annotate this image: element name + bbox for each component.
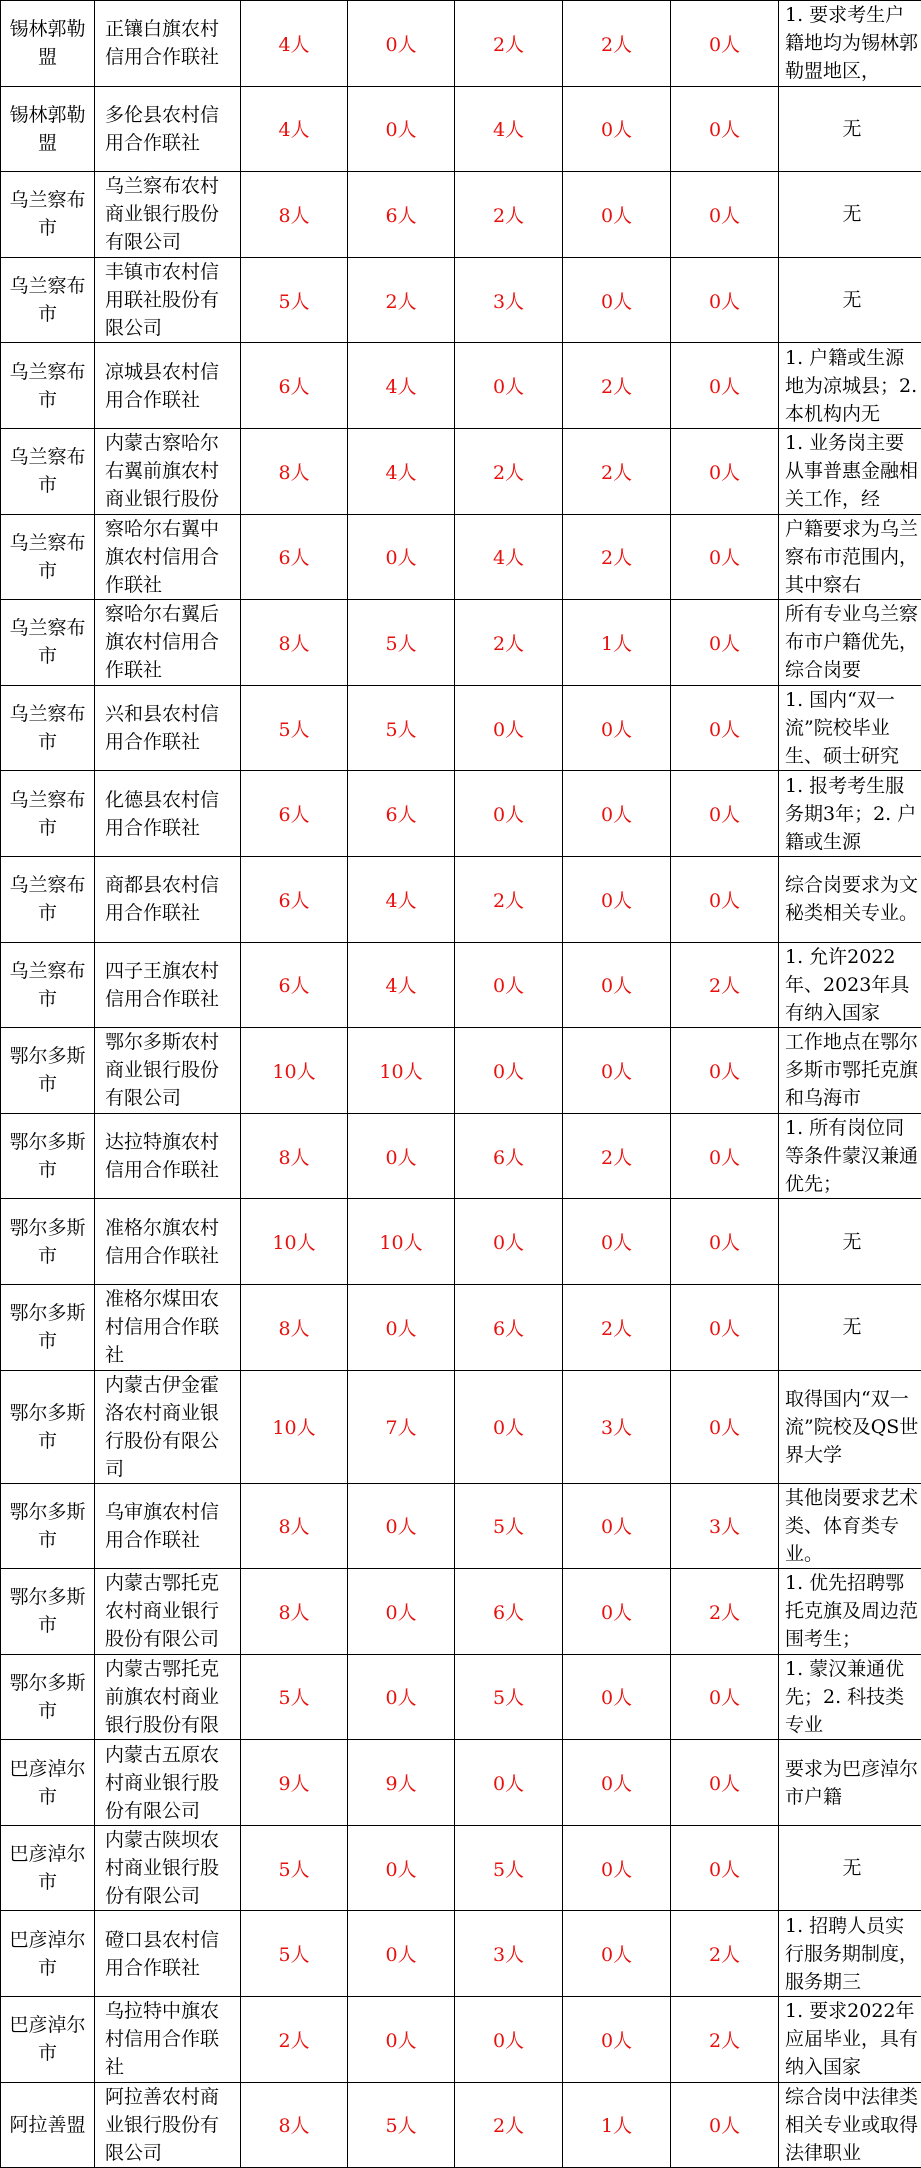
remark-text: 1. 要求2022年应届毕业，具有纳入国家 <box>785 1997 919 2081</box>
count-col-4-cell: 0人 <box>563 1028 671 1114</box>
institution-cell: 察哈尔右翼中旗农村信用合作联社 <box>95 514 241 600</box>
institution-cell: 内蒙古察哈尔右翼前旗农村商业银行股份 <box>95 428 241 514</box>
total-count-cell: 8人 <box>241 1569 348 1655</box>
count-col-3-cell: 0人 <box>455 685 563 771</box>
table-row <box>1 1370 921 1483</box>
count-col-4-cell: 0人 <box>563 1483 671 1569</box>
count-col-2-cell: 4人 <box>348 942 455 1028</box>
count-col-3-cell: 0人 <box>455 1199 563 1285</box>
count-col-2-cell: 0人 <box>348 1113 455 1199</box>
total-count-cell: 6人 <box>241 942 348 1028</box>
count-col-4-cell: 0人 <box>563 942 671 1028</box>
region-cell: 乌兰察布市 <box>1 514 95 600</box>
institution-cell: 内蒙古鄂托克前旗农村商业银行股份有限 <box>95 1654 241 1740</box>
count-col-2-cell: 5人 <box>348 685 455 771</box>
table-row <box>1 1113 921 1199</box>
count-col-2-cell: 7人 <box>348 1370 455 1483</box>
count-col-4-cell: 2人 <box>563 428 671 514</box>
institution-cell: 兴和县农村信用合作联社 <box>95 685 241 771</box>
table-row <box>1 1740 921 1826</box>
remark-text: 取得国内“双一流”院校及QS世界大学 <box>785 1385 919 1469</box>
count-col-2-cell: 10人 <box>348 1199 455 1285</box>
count-col-2-cell: 0人 <box>348 1825 455 1911</box>
count-col-3-cell: 0人 <box>455 942 563 1028</box>
total-count-cell: 8人 <box>241 1284 348 1370</box>
total-count-cell: 8人 <box>241 1113 348 1199</box>
remark-cell <box>779 1911 921 1997</box>
remark-cell <box>779 1 921 87</box>
count-col-4-cell: 0人 <box>563 257 671 343</box>
count-col-3-cell: 5人 <box>455 1483 563 1569</box>
count-col-3-cell: 2人 <box>455 428 563 514</box>
table-row <box>1 1911 921 1997</box>
count-col-2-cell: 0人 <box>348 1911 455 1997</box>
count-col-2-cell: 5人 <box>348 2082 455 2168</box>
count-col-2-cell: 0人 <box>348 1654 455 1740</box>
table-row <box>1 771 921 857</box>
remark-cell <box>779 2082 921 2168</box>
table-row <box>1 1654 921 1740</box>
institution-cell: 商都县农村信用合作联社 <box>95 856 241 942</box>
count-col-5-cell: 0人 <box>671 1740 779 1826</box>
remark-cell <box>779 685 921 771</box>
count-col-3-cell: 2人 <box>455 172 563 258</box>
table-row <box>1 343 921 429</box>
remark-text: 1. 蒙汉兼通优先；2. 科技类专业 <box>785 1655 919 1739</box>
remark-cell <box>779 172 921 258</box>
table-row <box>1 172 921 258</box>
institution-cell: 磴口县农村信用合作联社 <box>95 1911 241 1997</box>
remark-text: 1. 所有岗位同等条件蒙汉兼通优先； <box>785 1114 919 1198</box>
count-col-2-cell: 4人 <box>348 428 455 514</box>
remark-cell <box>779 1569 921 1655</box>
table-row <box>1 1569 921 1655</box>
table-row <box>1 1 921 87</box>
table-row <box>1 1199 921 1285</box>
count-col-2-cell: 10人 <box>348 1028 455 1114</box>
institution-cell: 乌拉特中旗农村信用合作联社 <box>95 1997 241 2083</box>
total-count-cell: 6人 <box>241 771 348 857</box>
region-cell: 巴彦淖尔市 <box>1 1740 95 1826</box>
remark-cell <box>779 942 921 1028</box>
table-row <box>1 2082 921 2168</box>
region-cell: 乌兰察布市 <box>1 685 95 771</box>
institution-cell: 内蒙古五原农村商业银行股份有限公司 <box>95 1740 241 1826</box>
remark-text: 无 <box>785 115 919 143</box>
region-cell: 鄂尔多斯市 <box>1 1370 95 1483</box>
remark-text: 户籍要求为乌兰察布市范围内，其中察右 <box>785 515 919 599</box>
remark-cell <box>779 1825 921 1911</box>
count-col-2-cell: 0人 <box>348 86 455 172</box>
count-col-3-cell: 2人 <box>455 2082 563 2168</box>
total-count-cell: 9人 <box>241 1740 348 1826</box>
count-col-2-cell: 4人 <box>348 856 455 942</box>
count-col-5-cell: 0人 <box>671 1028 779 1114</box>
table-row <box>1 600 921 686</box>
count-col-4-cell: 0人 <box>563 1199 671 1285</box>
remark-text: 1. 户籍或生源地为凉城县；2. 本机构内无 <box>785 344 919 428</box>
institution-cell: 达拉特旗农村信用合作联社 <box>95 1113 241 1199</box>
count-col-5-cell: 0人 <box>671 514 779 600</box>
count-col-4-cell: 2人 <box>563 514 671 600</box>
count-col-4-cell: 2人 <box>563 1113 671 1199</box>
remark-text: 综合岗中法律类相关专业或取得法律职业 <box>785 2083 919 2167</box>
count-col-2-cell: 0人 <box>348 1 455 87</box>
remark-cell <box>779 1740 921 1826</box>
count-col-5-cell: 0人 <box>671 428 779 514</box>
remark-text: 其他岗要求艺术类、体育类专业。 <box>785 1484 919 1568</box>
count-col-5-cell: 0人 <box>671 1370 779 1483</box>
remark-text: 无 <box>785 286 919 314</box>
remark-text: 1. 业务岗主要从事普惠金融相关工作，经 <box>785 429 919 513</box>
count-col-3-cell: 0人 <box>455 1997 563 2083</box>
count-col-3-cell: 2人 <box>455 600 563 686</box>
count-col-3-cell: 0人 <box>455 1740 563 1826</box>
remark-cell <box>779 428 921 514</box>
count-col-4-cell: 0人 <box>563 1911 671 1997</box>
region-cell: 乌兰察布市 <box>1 257 95 343</box>
region-cell: 巴彦淖尔市 <box>1 1825 95 1911</box>
table-row <box>1 685 921 771</box>
remark-cell <box>779 343 921 429</box>
total-count-cell: 6人 <box>241 856 348 942</box>
region-cell: 鄂尔多斯市 <box>1 1284 95 1370</box>
remark-text: 无 <box>785 1854 919 1882</box>
region-cell: 乌兰察布市 <box>1 600 95 686</box>
remark-text: 要求为巴彦淖尔市户籍 <box>785 1755 919 1811</box>
region-cell: 鄂尔多斯市 <box>1 1028 95 1114</box>
remark-cell <box>779 1199 921 1285</box>
count-col-2-cell: 2人 <box>348 257 455 343</box>
count-col-4-cell: 1人 <box>563 2082 671 2168</box>
institution-cell: 内蒙古陕坝农村商业银行股份有限公司 <box>95 1825 241 1911</box>
institution-cell: 阿拉善农村商业银行股份有限公司 <box>95 2082 241 2168</box>
table-row <box>1 1483 921 1569</box>
remark-cell <box>779 1113 921 1199</box>
count-col-2-cell: 0人 <box>348 514 455 600</box>
institution-cell: 内蒙古伊金霍洛农村商业银行股份有限公司 <box>95 1370 241 1483</box>
institution-cell: 丰镇市农村信用联社股份有限公司 <box>95 257 241 343</box>
count-col-3-cell: 0人 <box>455 771 563 857</box>
table-row <box>1 257 921 343</box>
remark-text: 工作地点在鄂尔多斯市鄂托克旗和乌海市 <box>785 1028 919 1112</box>
total-count-cell: 8人 <box>241 172 348 258</box>
count-col-3-cell: 2人 <box>455 856 563 942</box>
count-col-5-cell: 0人 <box>671 1199 779 1285</box>
remark-cell <box>779 1483 921 1569</box>
count-col-2-cell: 0人 <box>348 1483 455 1569</box>
institution-cell: 多伦县农村信用合作联社 <box>95 86 241 172</box>
count-col-3-cell: 3人 <box>455 257 563 343</box>
table-row <box>1 514 921 600</box>
total-count-cell: 2人 <box>241 1997 348 2083</box>
remark-text: 1. 招聘人员实行服务期制度，服务期三 <box>785 1912 919 1996</box>
count-col-4-cell: 1人 <box>563 600 671 686</box>
total-count-cell: 5人 <box>241 257 348 343</box>
count-col-2-cell: 5人 <box>348 600 455 686</box>
count-col-2-cell: 0人 <box>348 1569 455 1655</box>
count-col-5-cell: 0人 <box>671 771 779 857</box>
count-col-5-cell: 2人 <box>671 1911 779 1997</box>
count-col-5-cell: 2人 <box>671 1569 779 1655</box>
count-col-2-cell: 0人 <box>348 1284 455 1370</box>
count-col-5-cell: 0人 <box>671 1654 779 1740</box>
region-cell: 巴彦淖尔市 <box>1 1911 95 1997</box>
remark-cell <box>779 600 921 686</box>
region-cell: 乌兰察布市 <box>1 942 95 1028</box>
total-count-cell: 5人 <box>241 685 348 771</box>
remark-text: 无 <box>785 200 919 228</box>
institution-cell: 准格尔旗农村信用合作联社 <box>95 1199 241 1285</box>
remark-cell <box>779 1370 921 1483</box>
remark-cell <box>779 1997 921 2083</box>
remark-cell <box>779 1284 921 1370</box>
remark-text: 1. 要求考生户籍地均为锡林郭勒盟地区， <box>785 1 919 85</box>
count-col-5-cell: 0人 <box>671 1825 779 1911</box>
count-col-2-cell: 6人 <box>348 172 455 258</box>
region-cell: 阿拉善盟 <box>1 2082 95 2168</box>
count-col-4-cell: 0人 <box>563 1654 671 1740</box>
table-row <box>1 86 921 172</box>
institution-cell: 鄂尔多斯农村商业银行股份有限公司 <box>95 1028 241 1114</box>
total-count-cell: 5人 <box>241 1825 348 1911</box>
count-col-5-cell: 3人 <box>671 1483 779 1569</box>
institution-cell: 凉城县农村信用合作联社 <box>95 343 241 429</box>
remark-text: 所有专业乌兰察布市户籍优先，综合岗要 <box>785 600 919 684</box>
remark-text: 1. 允许2022年、2023年具有纳入国家 <box>785 943 919 1027</box>
count-col-5-cell: 0人 <box>671 685 779 771</box>
remark-text: 综合岗要求为文秘类相关专业。 <box>785 871 919 927</box>
total-count-cell: 8人 <box>241 600 348 686</box>
institution-cell: 正镶白旗农村信用合作联社 <box>95 1 241 87</box>
region-cell: 锡林郭勒盟 <box>1 86 95 172</box>
count-col-3-cell: 6人 <box>455 1284 563 1370</box>
count-col-4-cell: 0人 <box>563 1997 671 2083</box>
count-col-5-cell: 0人 <box>671 257 779 343</box>
region-cell: 鄂尔多斯市 <box>1 1569 95 1655</box>
count-col-5-cell: 0人 <box>671 1113 779 1199</box>
count-col-5-cell: 0人 <box>671 856 779 942</box>
count-col-5-cell: 0人 <box>671 1 779 87</box>
table-row <box>1 1825 921 1911</box>
count-col-5-cell: 0人 <box>671 86 779 172</box>
total-count-cell: 6人 <box>241 514 348 600</box>
count-col-5-cell: 0人 <box>671 600 779 686</box>
region-cell: 乌兰察布市 <box>1 856 95 942</box>
count-col-4-cell: 0人 <box>563 86 671 172</box>
count-col-4-cell: 2人 <box>563 1 671 87</box>
region-cell: 鄂尔多斯市 <box>1 1199 95 1285</box>
total-count-cell: 10人 <box>241 1370 348 1483</box>
remark-text: 1. 优先招聘鄂托克旗及周边范围考生； <box>785 1569 919 1653</box>
table-row <box>1 1997 921 2083</box>
total-count-cell: 8人 <box>241 1483 348 1569</box>
region-cell: 鄂尔多斯市 <box>1 1483 95 1569</box>
region-cell: 乌兰察布市 <box>1 771 95 857</box>
total-count-cell: 4人 <box>241 1 348 87</box>
institution-cell: 四子王旗农村信用合作联社 <box>95 942 241 1028</box>
count-col-4-cell: 2人 <box>563 343 671 429</box>
count-col-5-cell: 0人 <box>671 172 779 258</box>
count-col-4-cell: 2人 <box>563 1284 671 1370</box>
count-col-4-cell: 0人 <box>563 771 671 857</box>
count-col-5-cell: 2人 <box>671 1997 779 2083</box>
total-count-cell: 8人 <box>241 2082 348 2168</box>
count-col-4-cell: 0人 <box>563 1569 671 1655</box>
count-col-2-cell: 0人 <box>348 1997 455 2083</box>
count-col-2-cell: 4人 <box>348 343 455 429</box>
count-col-4-cell: 0人 <box>563 1825 671 1911</box>
table-body <box>1 1 921 2168</box>
count-col-3-cell: 4人 <box>455 86 563 172</box>
count-col-5-cell: 0人 <box>671 1284 779 1370</box>
remark-cell <box>779 514 921 600</box>
table-row <box>1 428 921 514</box>
institution-cell: 察哈尔右翼后旗农村信用合作联社 <box>95 600 241 686</box>
count-col-3-cell: 5人 <box>455 1825 563 1911</box>
region-cell: 鄂尔多斯市 <box>1 1113 95 1199</box>
total-count-cell: 5人 <box>241 1654 348 1740</box>
institution-cell: 化德县农村信用合作联社 <box>95 771 241 857</box>
total-count-cell: 8人 <box>241 428 348 514</box>
table-row <box>1 856 921 942</box>
count-col-2-cell: 9人 <box>348 1740 455 1826</box>
count-col-2-cell: 6人 <box>348 771 455 857</box>
total-count-cell: 4人 <box>241 86 348 172</box>
region-cell: 乌兰察布市 <box>1 428 95 514</box>
institution-cell: 乌兰察布农村商业银行股份有限公司 <box>95 172 241 258</box>
count-col-4-cell: 0人 <box>563 856 671 942</box>
table-row <box>1 1284 921 1370</box>
remark-cell <box>779 771 921 857</box>
count-col-3-cell: 0人 <box>455 1028 563 1114</box>
remark-text: 无 <box>785 1228 919 1256</box>
total-count-cell: 5人 <box>241 1911 348 1997</box>
count-col-5-cell: 0人 <box>671 2082 779 2168</box>
count-col-3-cell: 6人 <box>455 1569 563 1655</box>
count-col-5-cell: 0人 <box>671 343 779 429</box>
remark-cell <box>779 257 921 343</box>
count-col-5-cell: 2人 <box>671 942 779 1028</box>
total-count-cell: 6人 <box>241 343 348 429</box>
count-col-3-cell: 3人 <box>455 1911 563 1997</box>
count-col-3-cell: 2人 <box>455 1 563 87</box>
count-col-3-cell: 4人 <box>455 514 563 600</box>
table-row <box>1 1028 921 1114</box>
remark-cell <box>779 1654 921 1740</box>
remark-text: 无 <box>785 1313 919 1341</box>
institution-cell: 内蒙古鄂托克农村商业银行股份有限公司 <box>95 1569 241 1655</box>
region-cell: 锡林郭勒盟 <box>1 1 95 87</box>
institution-cell: 准格尔煤田农村信用合作联社 <box>95 1284 241 1370</box>
institution-cell: 乌审旗农村信用合作联社 <box>95 1483 241 1569</box>
region-cell: 乌兰察布市 <box>1 172 95 258</box>
remark-text: 1. 国内“双一流”院校毕业生、硕士研究 <box>785 686 919 770</box>
count-col-3-cell: 0人 <box>455 1370 563 1483</box>
remark-cell <box>779 1028 921 1114</box>
count-col-3-cell: 5人 <box>455 1654 563 1740</box>
count-col-3-cell: 0人 <box>455 343 563 429</box>
count-col-4-cell: 0人 <box>563 1740 671 1826</box>
count-col-3-cell: 6人 <box>455 1113 563 1199</box>
count-col-4-cell: 0人 <box>563 685 671 771</box>
total-count-cell: 10人 <box>241 1028 348 1114</box>
remark-cell <box>779 86 921 172</box>
table-row <box>1 942 921 1028</box>
region-cell: 乌兰察布市 <box>1 343 95 429</box>
region-cell: 鄂尔多斯市 <box>1 1654 95 1740</box>
region-cell: 巴彦淖尔市 <box>1 1997 95 2083</box>
total-count-cell: 10人 <box>241 1199 348 1285</box>
count-col-4-cell: 0人 <box>563 172 671 258</box>
remark-text: 1. 报考考生服务期3年；2. 户籍或生源 <box>785 772 919 856</box>
count-col-4-cell: 3人 <box>563 1370 671 1483</box>
remark-cell <box>779 856 921 942</box>
